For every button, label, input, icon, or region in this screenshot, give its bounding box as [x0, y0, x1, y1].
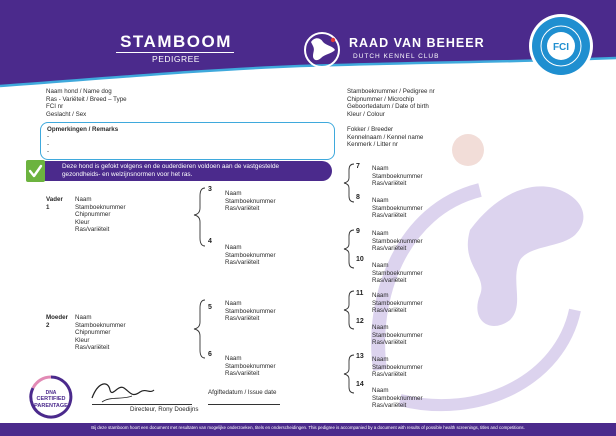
remarks-bullet: -: [47, 140, 50, 148]
field-pedigree-nr: Stamboeknummer: [75, 321, 126, 329]
director-signature-icon: [88, 376, 158, 406]
grandparent-6: [225, 355, 276, 378]
field-pedigree-nr: Stamboeknummer: [372, 269, 423, 277]
field-name: Naam: [372, 387, 389, 394]
field-name: Naam: [372, 324, 389, 331]
field-pedigree-nr: Stamboeknummer: [372, 363, 423, 371]
gen3-number: 8: [356, 194, 360, 201]
grandparent-5: [225, 300, 276, 323]
gen3-number: 14: [356, 381, 364, 388]
field-name: Naam: [372, 262, 389, 269]
signature-line: [92, 404, 192, 405]
issue-date-line: [208, 404, 280, 405]
org-name: RAAD VAN BEHEER: [349, 36, 485, 50]
field-colour: Kleur: [75, 336, 90, 344]
father-role: Vader: [46, 196, 63, 203]
litter-nr-label: Kenmerk / Litter nr: [347, 141, 398, 149]
field-chip: Chipnummer: [75, 211, 111, 219]
great-grandparent-11: [372, 292, 423, 315]
field-pedigree-nr: Stamboeknummer: [372, 394, 423, 402]
pedigree-nr-label: Stamboeknummer / Pedigree nr: [347, 88, 435, 95]
great-grandparent-10: [372, 262, 423, 285]
org-subtitle: DUTCH KENNEL CLUB: [353, 53, 440, 60]
field-breed: Ras/variëteit: [372, 245, 407, 253]
field-breed: Ras/variëteit: [225, 205, 260, 213]
field-name: Naam: [75, 196, 92, 203]
field-name: Naam: [372, 292, 389, 299]
field-pedigree-nr: Stamboeknummer: [372, 299, 423, 307]
health-statement: Deze hond is gefokt volgens en de ouderdieren voldoen aan de vastgestelde gezondheids- en welzijnsnormen voor het ras.: [62, 163, 280, 178]
document-title: STAMBOOM: [120, 32, 232, 51]
field-pedigree-nr: Stamboeknummer: [372, 237, 423, 245]
great-grandparent-14: [372, 387, 423, 410]
microchip-label: Chipnummer / Microchip: [347, 95, 415, 103]
grandparent-3: [225, 190, 276, 213]
dna-badge-line1: CERTIFIED: [36, 396, 66, 402]
field-colour: Kleur: [75, 218, 90, 226]
field-breed: Ras/variëteit: [372, 339, 407, 347]
gen3-number: 12: [356, 318, 364, 325]
gen3-number: 10: [356, 256, 364, 263]
field-name: Naam: [372, 165, 389, 172]
gen3-number: 7: [356, 163, 360, 170]
great-grandparent-7: [372, 165, 423, 188]
father-number: 1: [46, 204, 50, 211]
fci-label: FCI: [552, 42, 570, 53]
breed-label: Ras - Variëteit / Breed – Type: [46, 95, 127, 103]
field-breed: Ras/variëteit: [225, 315, 260, 323]
field-name: Naam: [225, 300, 242, 307]
field-pedigree-nr: Stamboeknummer: [225, 307, 276, 315]
birth-date-label: Geboortedatum / Date of birth: [347, 103, 429, 111]
director-label: Directeur, Rony Doedijns: [130, 406, 199, 413]
field-breed: Ras/variëteit: [75, 344, 110, 352]
field-pedigree-nr: Stamboeknummer: [75, 203, 126, 211]
great-grandparent-9: [372, 230, 423, 253]
gen3-number: 11: [356, 290, 364, 297]
field-breed: Ras/variëteit: [75, 226, 110, 234]
fci-nr-label: FCI nr: [46, 103, 64, 111]
field-name: Naam: [372, 356, 389, 363]
field-name: Naam: [225, 355, 242, 362]
field-breed: Ras/variëteit: [225, 259, 260, 267]
remarks-bullet: -: [47, 148, 50, 156]
colour-label: Kleur / Colour: [347, 110, 385, 118]
field-pedigree-nr: Stamboeknummer: [372, 331, 423, 339]
field-name: Naam: [372, 197, 389, 204]
mother-role: Moeder: [46, 314, 69, 321]
great-grandparent-12: [372, 324, 423, 347]
field-breed: Ras/variëteit: [372, 402, 407, 410]
grandparent-4: [225, 244, 276, 267]
gen3-number: 9: [356, 228, 360, 235]
remarks-bullet: -: [47, 133, 50, 140]
field-name: Naam: [75, 314, 92, 321]
dna-badge-top: DNA: [45, 390, 57, 396]
field-breed: Ras/variëteit: [372, 307, 407, 315]
field-chip: Chipnummer: [75, 329, 111, 337]
mother-number: 2: [46, 322, 50, 329]
field-pedigree-nr: Stamboeknummer: [225, 197, 276, 205]
field-pedigree-nr: Stamboeknummer: [225, 251, 276, 259]
issue-date-label: Afgiftedatum / Issue date: [208, 389, 277, 396]
field-pedigree-nr: Stamboeknummer: [372, 172, 423, 180]
field-name: Naam: [372, 230, 389, 237]
dna-badge-line2: PARENTAGE: [34, 403, 68, 409]
field-pedigree-nr: Stamboeknummer: [225, 362, 276, 370]
field-breed: Ras/variëteit: [372, 371, 407, 379]
great-grandparent-8: [372, 197, 423, 220]
sex-label: Geslacht / Sex: [46, 110, 87, 118]
field-breed: Ras/variëteit: [372, 180, 407, 188]
field-name: Naam: [225, 190, 242, 197]
document-subtitle: PEDIGREE: [152, 54, 200, 64]
gen2-number: 4: [208, 238, 212, 245]
breeder-label: Fokker / Breeder: [347, 126, 394, 133]
remarks-title: Opmerkingen / Remarks: [47, 126, 119, 133]
kennel-name-label: Kennelnaam / Kennel name: [347, 133, 424, 141]
gen2-number: 5: [208, 304, 212, 311]
great-grandparent-13: [372, 356, 423, 379]
gen2-number: 3: [208, 186, 212, 193]
field-name: Naam: [225, 244, 242, 251]
field-breed: Ras/variëteit: [225, 370, 260, 378]
field-breed: Ras/variëteit: [372, 212, 407, 220]
field-pedigree-nr: Stamboeknummer: [372, 204, 423, 212]
gen2-number: 6: [208, 351, 212, 358]
dog-name-label: Naam hond / Name dog: [46, 88, 112, 95]
field-breed: Ras/variëteit: [372, 277, 407, 285]
gen3-number: 13: [356, 353, 364, 360]
footer-disclaimer: Bij deze stamboom hoort een document met resultaten van mogelijke onderzoeken, titels en onderscheidingen. This pedigree is accompanied by a document with results of possible health screenings, titles and competitions.: [91, 425, 525, 430]
